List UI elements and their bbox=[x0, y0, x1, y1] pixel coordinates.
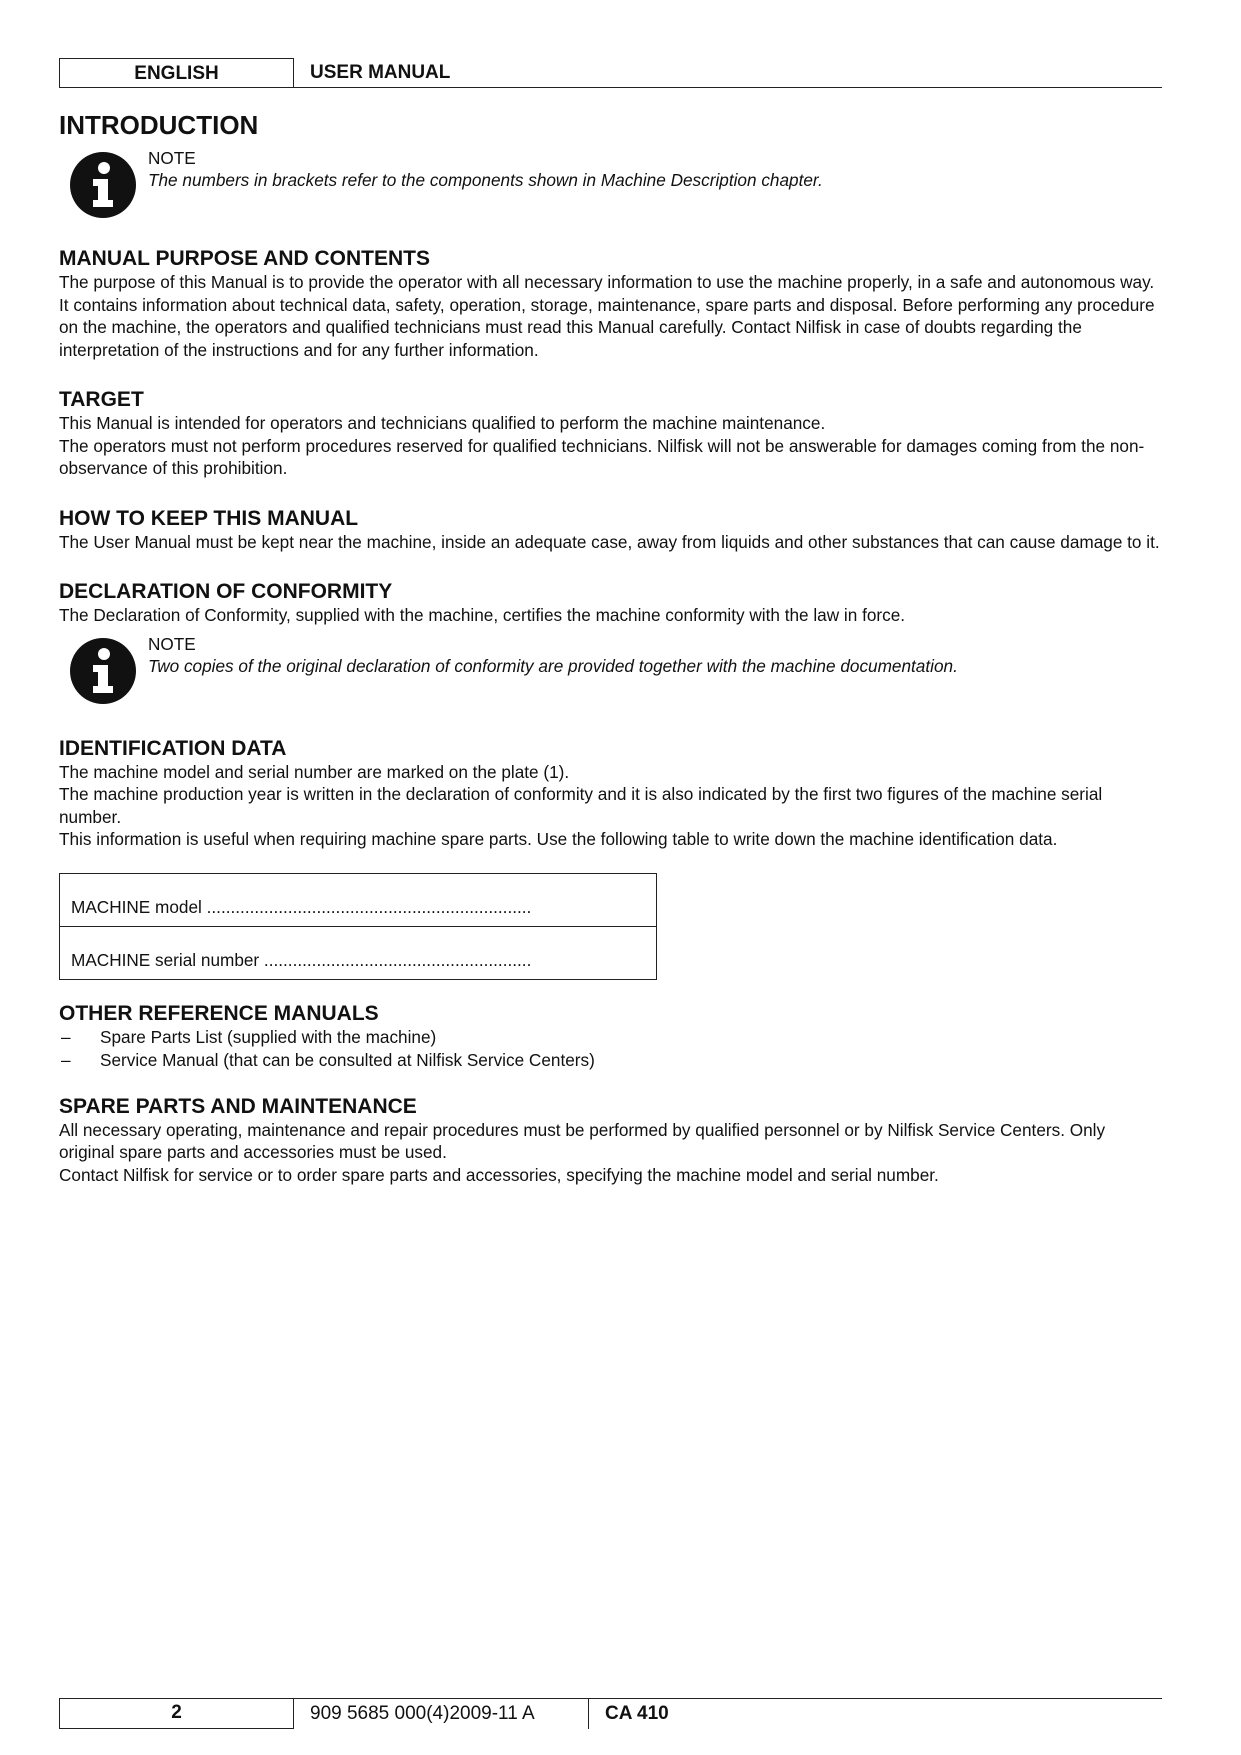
section-text: This information is useful when requiring machine spare parts. Use the following table to write down the machine identification data. bbox=[59, 829, 1058, 849]
note-text: Two copies of the original declaration of conformity are provided together with the machine documentation. bbox=[148, 655, 958, 676]
machine-model-field: MACHINE model .................................................................... bbox=[71, 896, 532, 917]
machine-model-row bbox=[60, 874, 656, 926]
dash-bullet: – bbox=[61, 1026, 71, 1047]
note-text: The numbers in brackets refer to the components shown in Machine Description chapter. bbox=[148, 170, 823, 190]
section-target bbox=[59, 388, 1164, 480]
section-text: The User Manual must be kept near the machine, inside an adequate case, away from liquids and other substances that can cause damage to it. bbox=[59, 531, 1160, 552]
list-item-text: Service Manual (that can be consulted at Nilfisk Service Centers) bbox=[100, 1049, 595, 1070]
section-spares bbox=[59, 1095, 1164, 1187]
identification-table bbox=[59, 873, 657, 980]
section-keep-manual bbox=[59, 507, 1164, 554]
section-text: The machine production year is written in the declaration of conformity and it is also indicated by the first two figures of the machine serial number. bbox=[59, 784, 1103, 827]
machine-serial-field: MACHINE serial number ........................................................ bbox=[71, 949, 532, 970]
section-text: The operators must not perform procedures reserved for qualified technicians. Nilfisk will not be answerable for damages coming from the non-observance of this prohibition. bbox=[59, 435, 1145, 478]
document-code: 909 5685 000(4)2009-11 A bbox=[310, 1699, 589, 1729]
section-references bbox=[59, 1002, 1164, 1072]
section-title: OTHER REFERENCE MANUALS bbox=[59, 1001, 379, 1025]
list-item bbox=[59, 1049, 1164, 1072]
section-text: The machine model and serial number are marked on the plate (1). bbox=[59, 761, 570, 782]
section-purpose bbox=[59, 247, 1164, 361]
section-title: SPARE PARTS AND MAINTENANCE bbox=[59, 1094, 417, 1118]
list-item-text: Spare Parts List (supplied with the machine) bbox=[100, 1026, 437, 1047]
section-title: MANUAL PURPOSE AND CONTENTS bbox=[59, 247, 431, 270]
page-header bbox=[59, 58, 1162, 88]
page-number: 2 bbox=[59, 1699, 294, 1729]
section-text: This Manual is intended for operators and technicians qualified to perform the machine maintenance. bbox=[59, 413, 826, 433]
machine-model-label: CA 410 bbox=[605, 1703, 669, 1724]
list-item bbox=[59, 1026, 1164, 1049]
section-title: IDENTIFICATION DATA bbox=[59, 736, 287, 760]
machine-serial-row bbox=[60, 926, 656, 979]
section-title: HOW TO KEEP THIS MANUAL bbox=[59, 506, 359, 530]
dash-bullet: – bbox=[61, 1049, 71, 1070]
note-heading: NOTE bbox=[148, 633, 196, 654]
page-content bbox=[59, 110, 1164, 1186]
section-conformity bbox=[59, 580, 1164, 707]
section-title: TARGET bbox=[59, 388, 144, 411]
section-text: Contact Nilfisk for service or to order spare parts and accessories, specifying the machine model and serial number. bbox=[59, 1164, 939, 1185]
page-footer bbox=[59, 1698, 1162, 1729]
header-language: ENGLISH bbox=[59, 58, 294, 87]
section-text: The purpose of this Manual is to provide the operator with all necessary information to use the machine properly, in a safe and autonomous way. It contains information about technical data, safety, operation, storage, maintenance, spare parts and disposal. Before performing any procedure on the machine, the operators and qualified technicians must read this Manual carefully. Contact Nilfisk in case of doubts regarding the interpretation of the instructions and for any further information. bbox=[59, 272, 1155, 360]
header-title: USER MANUAL bbox=[310, 62, 451, 83]
conformity-note bbox=[59, 633, 1164, 707]
reference-list bbox=[59, 1026, 1164, 1072]
intro-note bbox=[59, 147, 1164, 221]
section-title: DECLARATION OF CONFORMITY bbox=[59, 580, 393, 603]
info-icon bbox=[70, 152, 136, 218]
section-identification bbox=[59, 737, 1164, 980]
introduction-title: INTRODUCTION bbox=[59, 110, 259, 140]
info-icon bbox=[70, 638, 136, 704]
section-text: All necessary operating, maintenance and repair procedures must be performed by qualified personnel or by Nilfisk Service Centers. Only original spare parts and accessories must be used. bbox=[59, 1119, 1106, 1162]
note-heading: NOTE bbox=[148, 148, 196, 168]
section-text: The Declaration of Conformity, supplied with the machine, certifies the machine conformity with the law in force. bbox=[59, 605, 906, 625]
